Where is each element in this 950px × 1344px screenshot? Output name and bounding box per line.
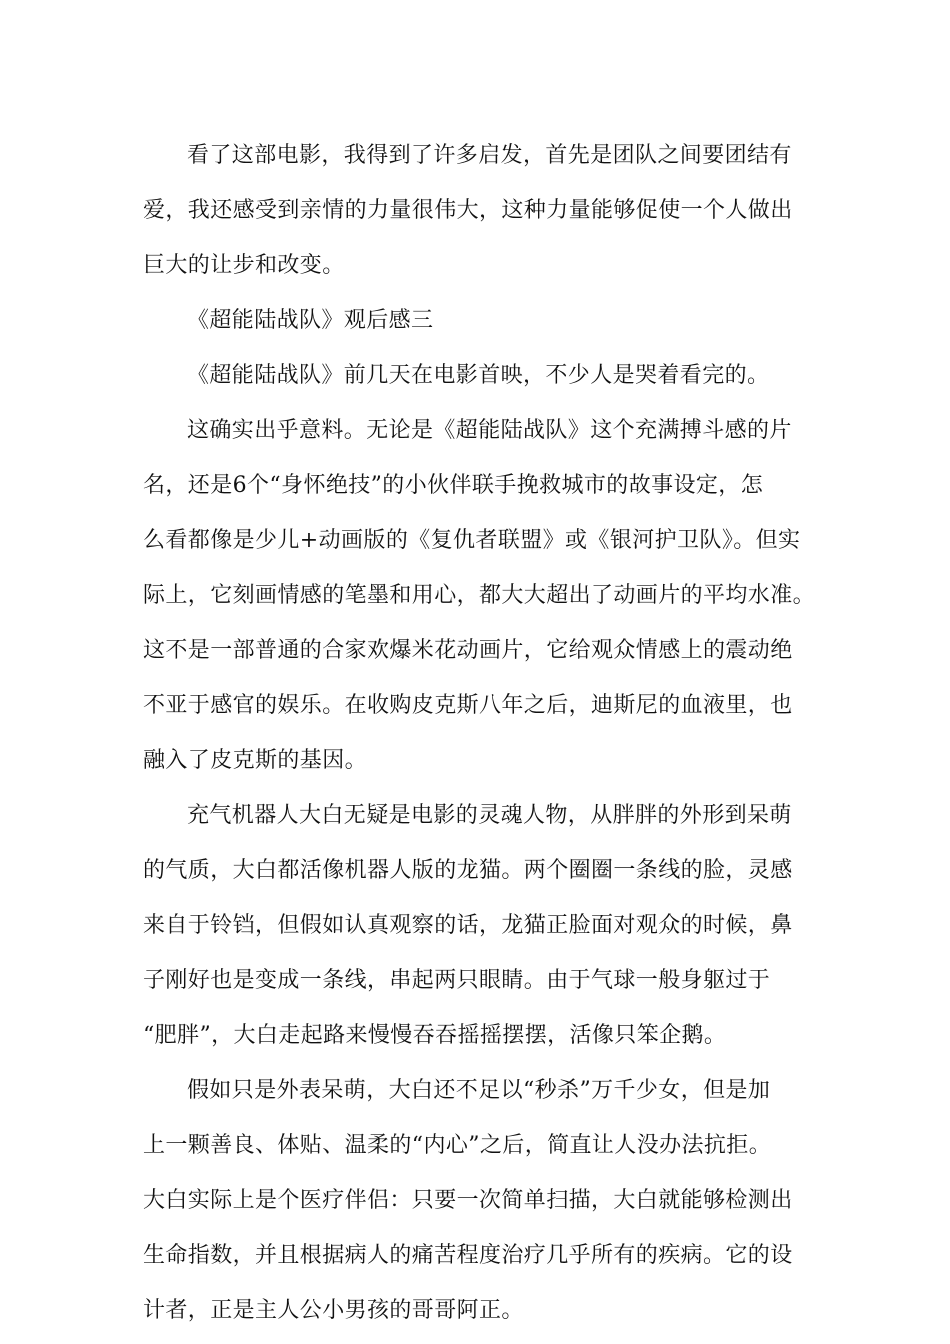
paragraph-line: 生命指数，并且根据病人的痛苦程度治疗几乎所有的疾病。它的设 xyxy=(143,1243,793,1268)
paragraph-line: “肥胖”，大白走起路来慢慢吞吞摇摇摆摆，活像只笨企鹅。 xyxy=(143,1023,727,1048)
paragraph-line: 爱，我还感受到亲情的力量很伟大，这种力量能够促使一个人做出 xyxy=(143,198,793,223)
paragraph-line: 子刚好也是变成一条线，串起两只眼睛。由于气球一般身躯过于 xyxy=(143,968,771,993)
section-heading: 《超能陆战队》观后感三 xyxy=(187,308,434,333)
paragraph-line: 名，还是6个“身怀绝技”的小伙伴联手挽救城市的故事设定，怎 xyxy=(143,473,764,498)
paragraph-line: 巨大的让步和改变。 xyxy=(143,253,345,278)
paragraph-line: 假如只是外表呆萌，大白还不足以“秒杀”万千少女，但是加 xyxy=(187,1078,771,1103)
paragraph-line: 大白实际上是个医疗伴侣：只要一次简单扫描，大白就能够检测出 xyxy=(143,1188,793,1213)
paragraph-line: 来自于铃铛，但假如认真观察的话，龙猫正脸面对观众的时候，鼻 xyxy=(143,913,793,938)
paragraph-line: 计者，正是主人公小男孩的哥哥阿正。 xyxy=(143,1298,524,1323)
paragraph-line: 的气质，大白都活像机器人版的龙猫。两个圈圈一条线的脸，灵感 xyxy=(143,858,793,883)
paragraph-line: 充气机器人大白无疑是电影的灵魂人物，从胖胖的外形到呆萌 xyxy=(187,803,792,828)
paragraph-line: 际上，它刻画情感的笔墨和用心，都大大超出了动画片的平均水准。 xyxy=(143,583,816,608)
paragraph-line: 《超能陆战队》前几天在电影首映，不少人是哭着看完的。 xyxy=(187,363,770,388)
document-body xyxy=(143,128,816,1338)
paragraph-line: 么看都像是少儿+动画版的《复仇者联盟》或《银河护卫队》。但实 xyxy=(143,528,801,553)
paragraph-line: 上一颗善良、体贴、温柔的“内心”之后，简直让人没办法抗拒。 xyxy=(143,1133,772,1158)
paragraph-line: 融入了皮克斯的基因。 xyxy=(143,748,368,773)
paragraph-line: 不亚于感官的娱乐。在收购皮克斯八年之后，迪斯尼的血液里，也 xyxy=(143,693,793,718)
paragraph-line: 这确实出乎意料。无论是《超能陆战队》这个充满搏斗感的片 xyxy=(187,418,792,443)
paragraph-line: 这不是一部普通的合家欢爆米花动画片，它给观众情感上的震动绝 xyxy=(143,638,793,663)
paragraph-line: 看了这部电影，我得到了许多启发，首先是团队之间要团结有 xyxy=(187,143,792,168)
